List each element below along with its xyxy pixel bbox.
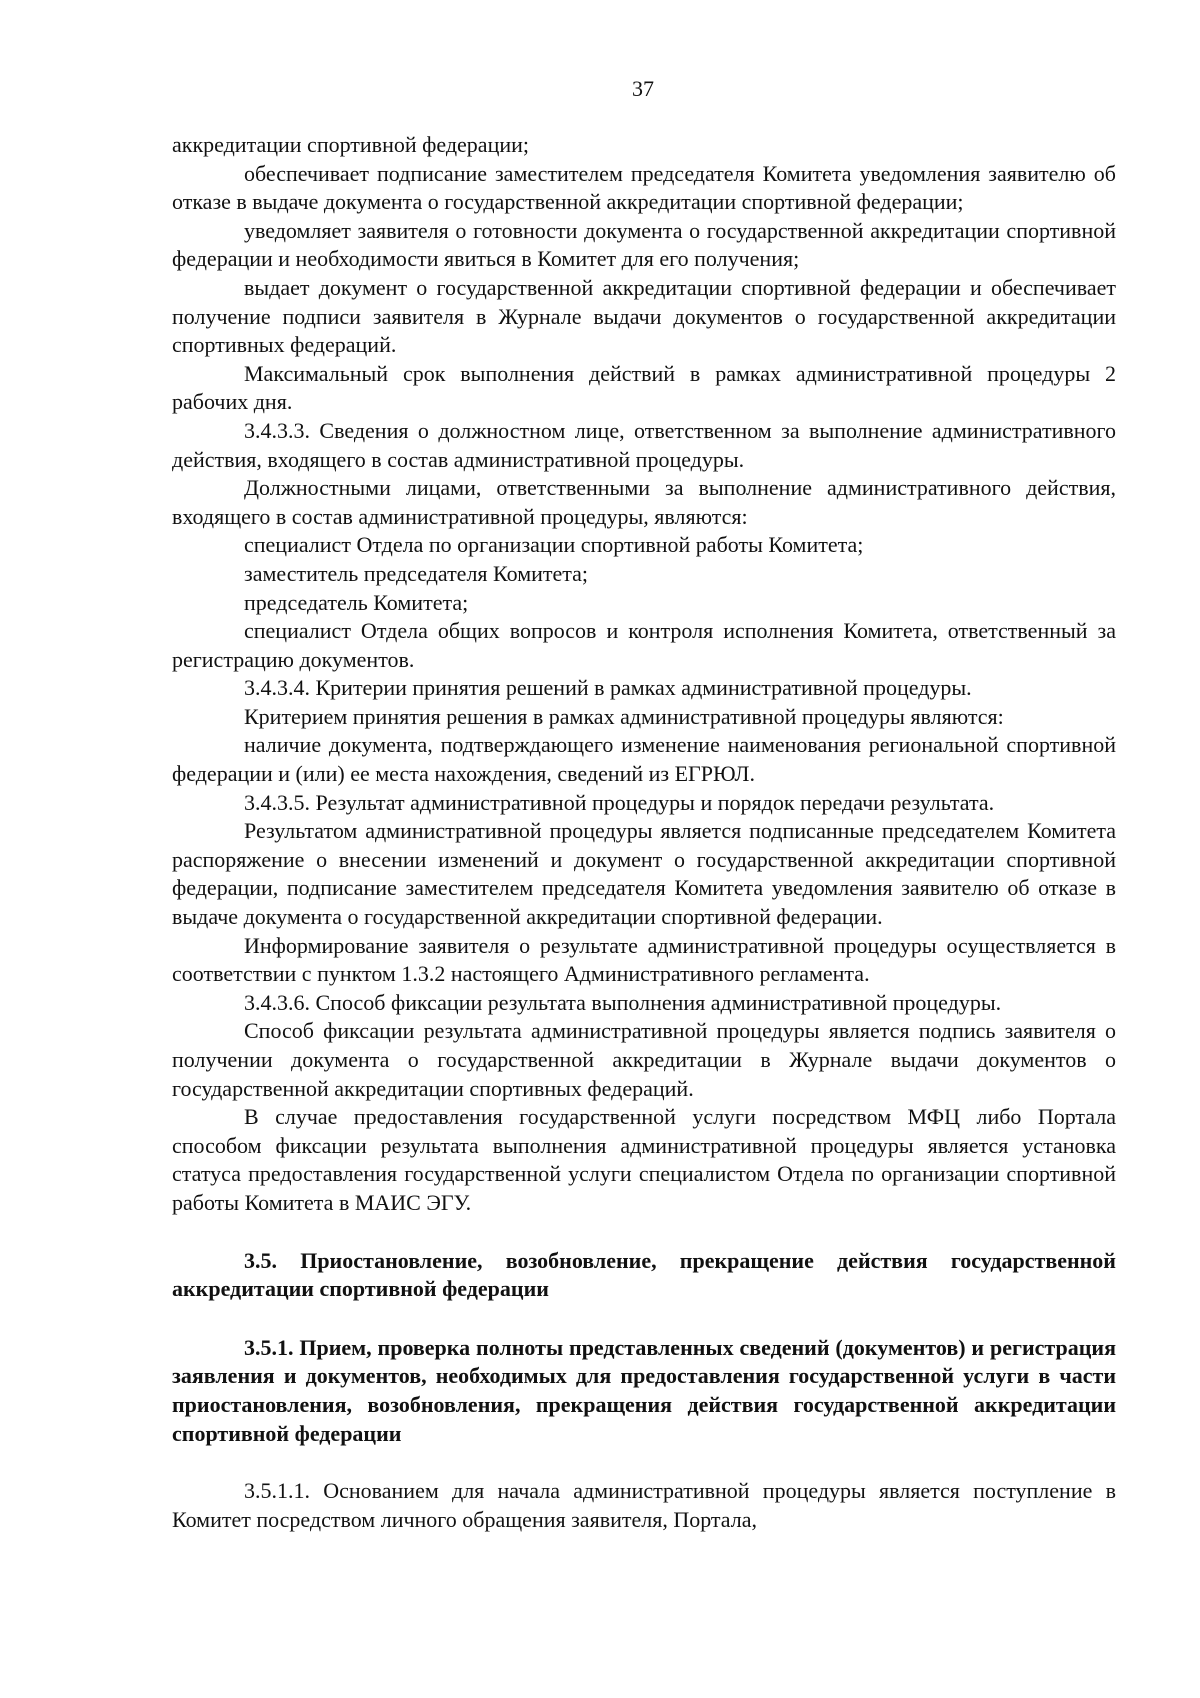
paragraph: специалист Отдела общих вопросов и контроля исполнения Комитета, ответственный за регистрацию документов. <box>172 618 1116 672</box>
paragraph: Информирование заявителя о результате административной процедуры осуществляется в соответствии с пунктом 1.3.2 настоящего Административного регламента. <box>172 932 1116 987</box>
paragraph: председатель Комитета; <box>244 589 469 615</box>
document-body <box>172 131 1116 1534</box>
paragraph: Результатом административной процедуры является подписанные председателем Комитета распоряжение о внесении изменений и документ о государственной аккредитации спортивной федерации, подписание заместителем председателя Комитета уведомления заявителю об отказе в выдаче документа о государственной аккредитации спортивной федерации. <box>172 818 1116 930</box>
paragraph: аккредитации спортивной федерации; <box>172 132 530 157</box>
paragraph: Должностными лицами, ответственными за выполнение административного действия, входящего в состав административной процедуры, являются: <box>172 475 1116 529</box>
section-spacer <box>172 1218 1116 1247</box>
paragraph: заместитель председателя Комитета; <box>244 560 589 586</box>
section-heading-3-5-1: 3.5.1. Прием, проверка полноты представленных сведений (документов) и регистрация заявления и документов, необходимых для предоставления государственной услуги в части приостановления, возобновления, прекращения действия государственной аккредитации спортивной федерации <box>172 1334 1116 1446</box>
paragraph: Максимальный срок выполнения действий в рамках административной процедуры 2 рабочих дня. <box>172 360 1116 415</box>
paragraph: 3.4.3.3. Сведения о должностном лице, ответственном за выполнение административного действия, входящего в состав административной процедуры. <box>172 417 1116 472</box>
paragraph: В случае предоставления государственной услуги посредством МФЦ либо Портала способом фиксации результата выполнения административной процедуры является установка статуса предоставления государственной услуги специалистом Отдела по организации спортивной работы Комитета в МАИС ЭГУ. <box>172 1104 1116 1215</box>
paragraph: 3.4.3.4. Критерии принятия решений в рамках административной процедуры. <box>244 675 972 701</box>
paragraph: 3.4.3.6. Способ фиксации результата выполнения административной процедуры. <box>244 989 1002 1015</box>
paragraph: наличие документа, подтверждающего изменение наименования региональной спортивной федерации и (или) ее места нахождения, сведений из ЕГРЮЛ. <box>172 732 1116 787</box>
page-number: 37 <box>632 76 654 101</box>
paragraph: обеспечивает подписание заместителем председателя Комитета уведомления заявителю об отказе в выдаче документа о государственной аккредитации спортивной федерации; <box>172 160 1116 215</box>
paragraph: 3.5.1.1. Основанием для начала административной процедуры является поступление в Комитет посредством личного обращения заявителя, Портала, <box>172 1478 1116 1532</box>
paragraph: специалист Отдела по организации спортивной работы Комитета; <box>244 532 864 558</box>
paragraph: Способ фиксации результата административной процедуры является подпись заявителя о получении документа о государственной аккредитации в Журнале выдачи документов о государственной аккредитации спортивных федераций. <box>172 1018 1116 1101</box>
section-heading-3-5: 3.5. Приостановление, возобновление, прекращение действия государственной аккредитации спортивной федерации <box>172 1247 1116 1302</box>
section-spacer <box>172 1304 1116 1334</box>
paragraph: Критерием принятия решения в рамках административной процедуры являются: <box>244 703 1004 729</box>
section-spacer <box>172 1448 1116 1477</box>
paragraph: 3.4.3.5. Результат административной процедуры и порядок передачи результата. <box>244 789 995 815</box>
paragraph: выдает документ о государственной аккредитации спортивной федерации и обеспечивает получение подписи заявителя в Журнале выдачи документов о государственной аккредитации спортивных федераций. <box>172 274 1116 358</box>
paragraph: уведомляет заявителя о готовности документа о государственной аккредитации спортивной федерации и необходимости явиться в Комитет для его получения; <box>172 217 1116 272</box>
